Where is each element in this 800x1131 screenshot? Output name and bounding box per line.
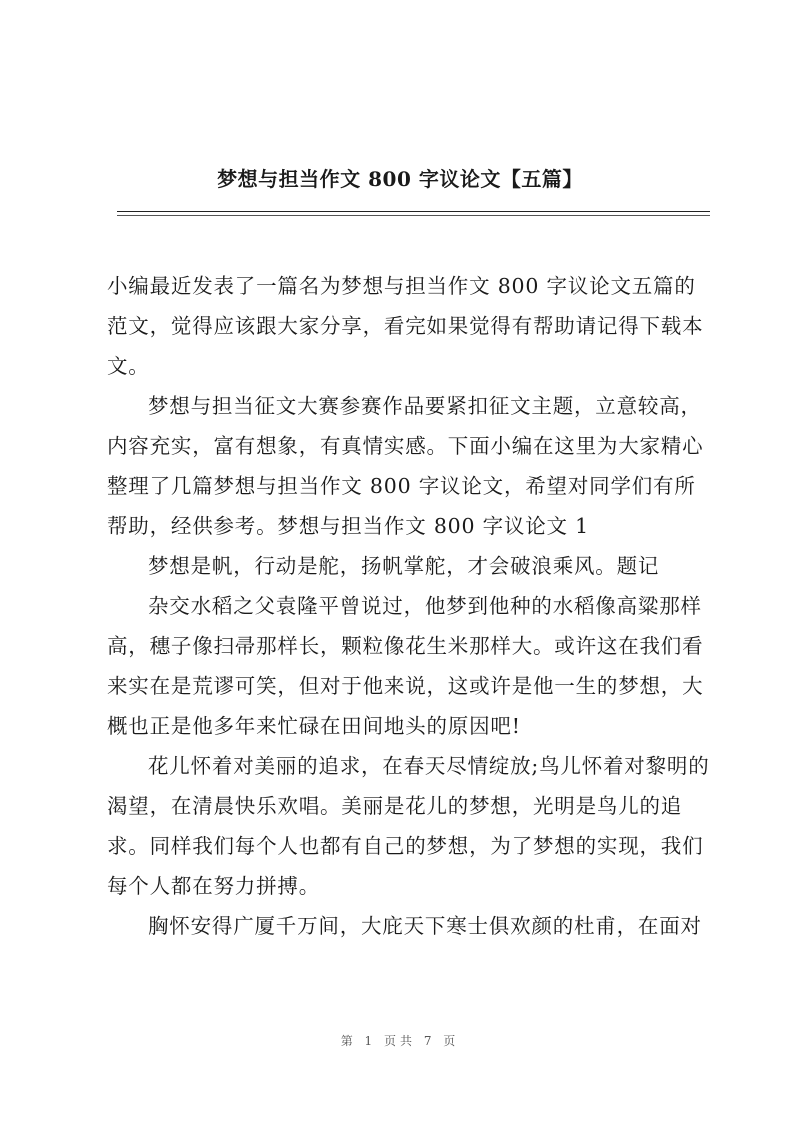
page-number-footer: 第 1 页共 7 页 — [340, 1034, 460, 1048]
title-underline-secondary — [117, 215, 710, 216]
epigraph-paragraph: 梦想是帆，行动是舵，扬帆掌舵，才会破浪乘风。题记 — [148, 554, 660, 578]
intro-paragraph: 小编最近发表了一篇名为梦想与担当作文 800 字议论文五篇的范文，觉得应该跟大家分享，看完如果觉得有帮助请记得下载本文。 — [107, 274, 704, 378]
body-paragraph: 胸怀安得广厦千万间，大庇天下寒士俱欢颜的杜甫，在面对 — [148, 914, 702, 938]
title-underline — [117, 211, 710, 212]
document-title: 梦想与担当作文 800 字议论文【五篇】 — [217, 167, 583, 191]
document-body — [107, 266, 713, 946]
body-paragraph: 梦想与担当征文大赛参赛作品要紧扣征文主题，立意较高，内容充实，富有想象，有真情实感。下面小编在这里为大家精心整理了几篇梦想与担当作文 800 字议论文，希望对同学们有所帮助，经供参考。梦想与担当作文 800 字议论文 1 — [107, 394, 704, 538]
body-paragraph: 杂交水稻之父袁隆平曾说过，他梦到他种的水稻像高粱那样高，穗子像扫帚那样长，颗粒像花生米那样大。或许这在我们看来实在是荒谬可笑，但对于他来说，这或许是他一生的梦想，大概也正是他多年来忙碌在田间地头的原因吧! — [107, 594, 704, 738]
body-paragraph: 花儿怀着对美丽的追求，在春天尽情绽放;鸟儿怀着对黎明的渴望，在清晨快乐欢唱。美丽是花儿的梦想，光明是鸟儿的追求。同样我们每个人也都有自己的梦想，为了梦想的实现，我们每个人都在努力拼搏。 — [107, 754, 710, 898]
